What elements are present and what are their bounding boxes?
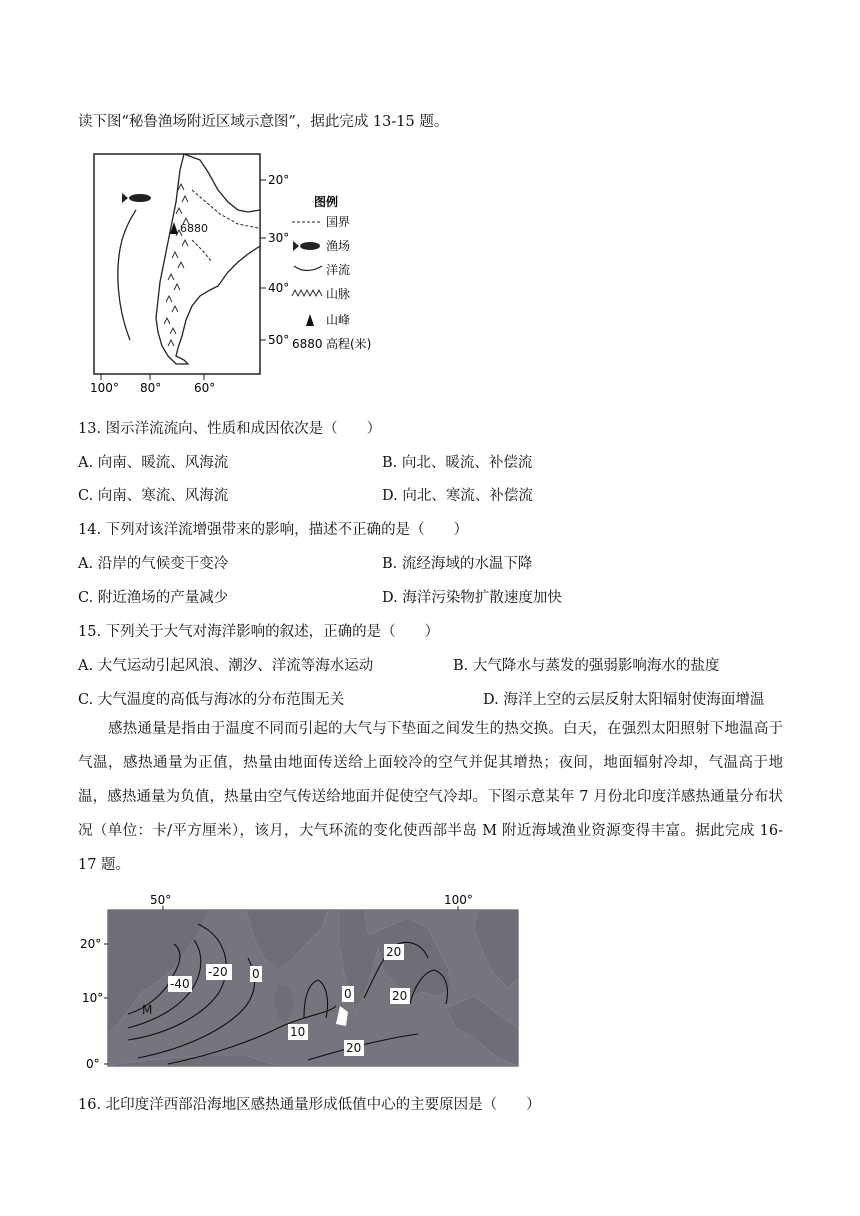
lon-label-100: 100°: [444, 893, 473, 907]
legend-title: 图例: [314, 195, 339, 209]
q14-stem: 14. 下列对该洋流增强带来的影响，描述不正确的是（ ）: [78, 522, 469, 538]
passage-text: 感热通量是指由于温度不同而引起的大气与下垫面之间发生的热交换。白天，在强烈太阳照射下地温高于气温，感热通量为正值，热量由地面传送给上面较冷的空气并促其增热；夜间，地面辐射冷却，气温高于地温，感热通量为负值，热量由空气传送给地面并促使空气冷却。下图示意某年 7 月份北印度洋感热通量分布状况（单位：卡/平方厘米），该月，大气环流的变化使西部半岛 M 附近海域渔业资源变得丰富。据此完成 16-17 题。: [78, 721, 783, 873]
contour-label-20-north: 20: [386, 945, 402, 959]
q15-option-a[interactable]: A. 大气运动引起风浪、潮汐、洋流等海水运动: [78, 658, 374, 674]
legend-peak: 山峰: [326, 313, 351, 327]
lat-label-20: 20°: [80, 937, 102, 951]
lat-label-50: 50°: [268, 333, 290, 347]
q13-option-b[interactable]: B. 向北、暖流、补偿流: [382, 455, 533, 471]
q15-option-c[interactable]: C. 大气温度的高低与海冰的分布范围无关: [78, 692, 345, 708]
q14-option-a[interactable]: A. 沿岸的气候变干变冷: [78, 556, 229, 572]
q15-stem: 15. 下列关于大气对海洋影响的叙述，正确的是（ ）: [78, 624, 440, 640]
point-m-label: M: [142, 1003, 153, 1017]
legend-mountain: 山脉: [326, 287, 351, 301]
lat-label-40: 40°: [268, 281, 290, 295]
q15-option-b[interactable]: B. 大气降水与蒸发的强弱影响海水的盐度: [453, 658, 720, 674]
q14-option-d[interactable]: D. 海洋污染物扩散速度加快: [382, 590, 562, 606]
contour-label-20-east: 20: [392, 989, 408, 1003]
q13-option-d[interactable]: D. 向北、寒流、补偿流: [382, 488, 533, 504]
legend-elevation-label: 高程(米): [326, 337, 372, 351]
legend-fishery: 渔场: [326, 239, 351, 253]
legend-elevation-value: 6880: [292, 337, 323, 351]
legend-current: 洋流: [326, 263, 351, 277]
q14-option-c[interactable]: C. 附近渔场的产量减少: [78, 590, 229, 606]
q14-option-b[interactable]: B. 流经海域的水温下降: [382, 556, 533, 572]
legend-border: 国界: [326, 215, 351, 229]
q13-option-a[interactable]: A. 向南、暖流、风海流: [78, 455, 229, 471]
lat-label-20: 20°: [268, 173, 290, 187]
indian-ocean-heat-flux-map: [78, 888, 528, 1078]
lon-label-60: 60°: [194, 381, 216, 395]
intro-text: 读下图“秘鲁渔场附近区域示意图”，据此完成 13-15 题。: [78, 114, 449, 130]
q13-option-c[interactable]: C. 向南、寒流、风海流: [78, 488, 229, 504]
lon-label-80: 80°: [140, 381, 162, 395]
lat-label-30: 30°: [268, 231, 290, 245]
lat-label-10: 10°: [82, 991, 104, 1005]
contour-label-neg40: -40: [170, 977, 190, 991]
peru-fishery-map: [88, 150, 388, 400]
lon-label-50: 50°: [150, 893, 172, 907]
contour-label-neg20: -20: [208, 965, 228, 979]
contour-label-20-south: 20: [346, 1041, 362, 1055]
peak-elevation-label: 6880: [180, 222, 208, 235]
q16-stem: 16. 北印度洋西部沿海地区感热通量形成低值中心的主要原因是（ ）: [78, 1097, 541, 1113]
contour-label-0-east: 0: [344, 987, 352, 1001]
lon-label-100: 100°: [90, 381, 119, 395]
q13-stem: 13. 图示洋流流向、性质和成因依次是（ ）: [78, 421, 382, 437]
contour-label-0-west: 0: [252, 967, 260, 981]
lat-label-0: 0°: [86, 1057, 100, 1071]
q15-option-d[interactable]: D. 海洋上空的云层反射太阳辐射使海面增温: [483, 692, 765, 708]
map-legend: [292, 194, 371, 351]
contour-label-10: 10: [290, 1025, 306, 1039]
